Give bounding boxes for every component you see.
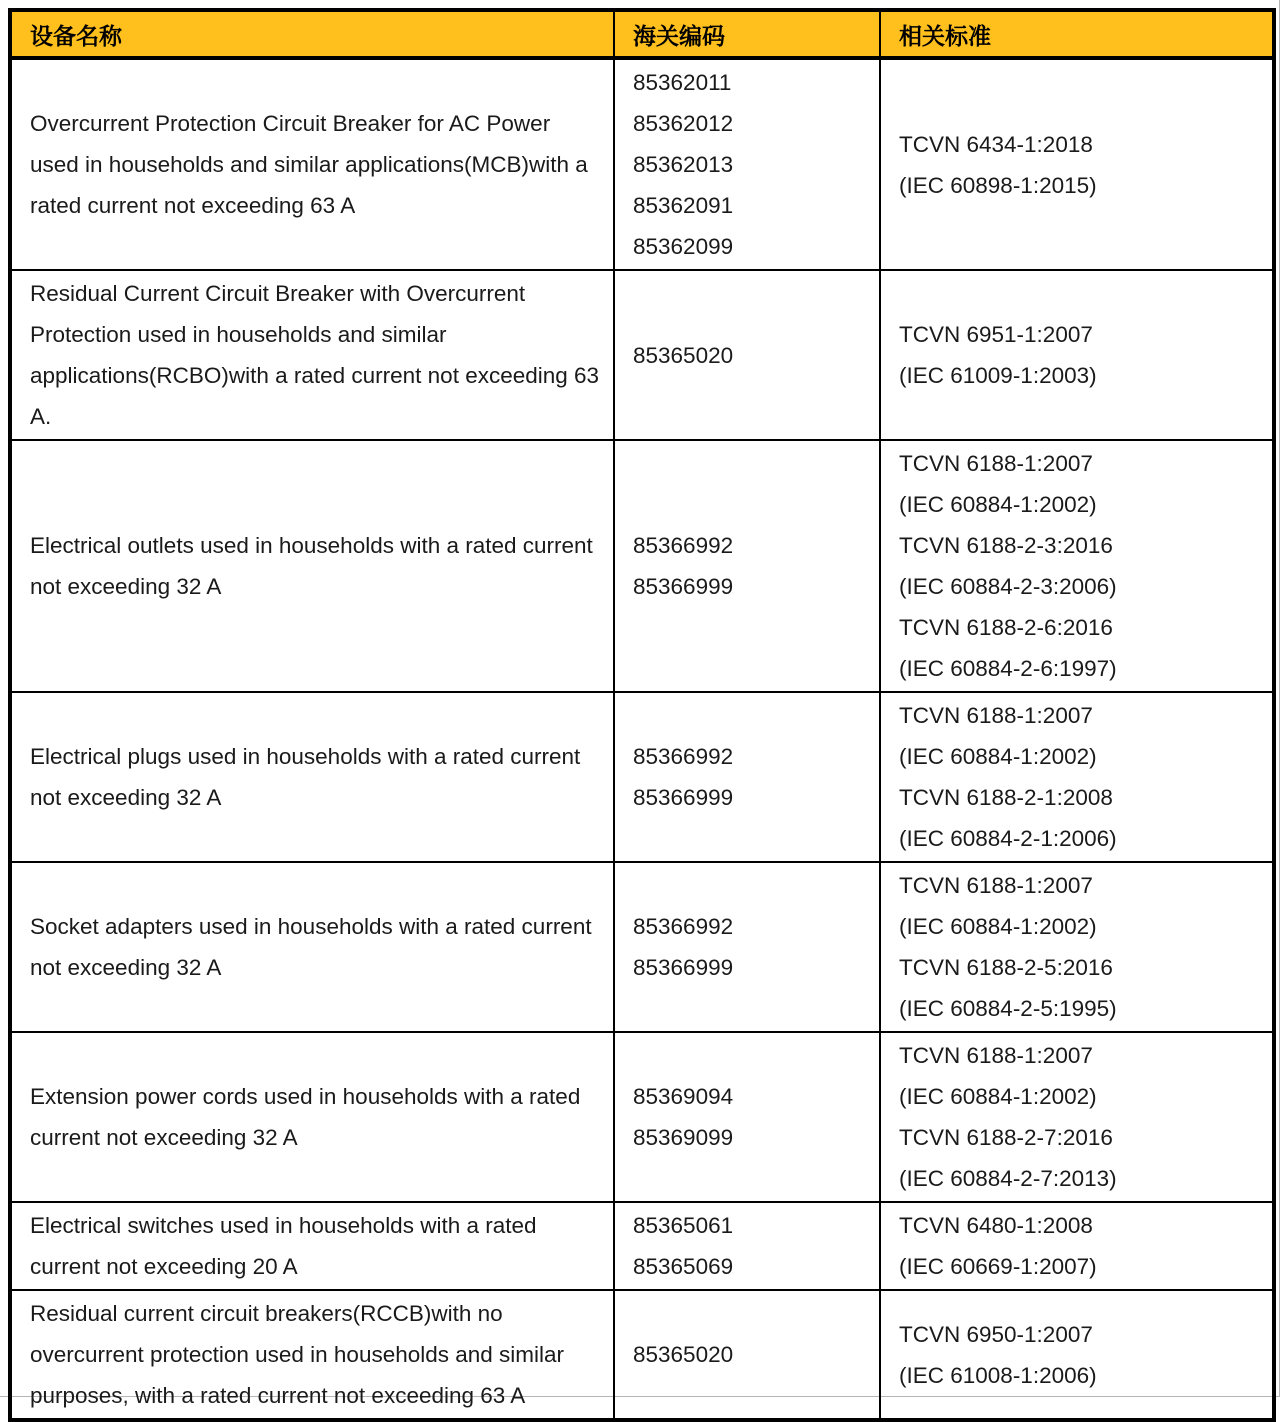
- standard-line: (IEC 60669-1:2007): [899, 1254, 1097, 1279]
- table-body: [10, 58, 1274, 1420]
- standard-line: (IEC 60898-1:2015): [899, 172, 1097, 198]
- standard-line: (IEC 60884-2-7:2013): [899, 1166, 1117, 1191]
- customs-code-line: 85366992: [633, 533, 734, 558]
- table-row: [10, 862, 1274, 1032]
- customs-code-line: 85366999: [633, 574, 734, 599]
- customs-codes-cell: [614, 440, 880, 692]
- customs-code-line: 85362099: [633, 234, 734, 259]
- column-header-customs-code: 海关编码: [614, 10, 880, 58]
- standard-line: TCVN 6434-1:2018: [899, 131, 1093, 157]
- table-row: [10, 440, 1274, 692]
- customs-code-line: 85366999: [633, 785, 734, 810]
- standard-line: (IEC 60884-2-1:2006): [899, 826, 1117, 851]
- customs-code-line: 85366992: [633, 744, 734, 769]
- standard-line: TCVN 6480-1:2008: [899, 1213, 1093, 1238]
- standards-cell: [880, 1290, 1274, 1420]
- table-row: [10, 1032, 1274, 1202]
- equipment-name-cell: Residual current circuit breakers(RCCB)with no overcurrent protection used in households and similar purposes, with a rated current not exceeding 63 A: [10, 1290, 614, 1420]
- customs-codes-cell: [614, 1202, 880, 1290]
- customs-codes-cell: [614, 862, 880, 1032]
- standard-line: (IEC 60884-1:2002): [899, 914, 1097, 939]
- table-row: [10, 270, 1274, 440]
- customs-code-line: 85365061: [633, 1213, 734, 1238]
- column-header-equipment-name: 设备名称: [10, 10, 614, 58]
- equipment-name-cell: Overcurrent Protection Circuit Breaker for AC Power used in households and similar applications(MCB)with a rated current not exceeding 63 A: [10, 58, 614, 270]
- customs-code-line: 85365069: [633, 1254, 734, 1279]
- customs-code-line: 85365020: [633, 342, 734, 368]
- standards-cell: [880, 1032, 1274, 1202]
- table-header: [10, 10, 1274, 58]
- equipment-name-cell: Electrical plugs used in households with a rated current not exceeding 32 A: [10, 692, 614, 862]
- equipment-name-cell: Electrical switches used in households with a rated current not exceeding 20 A: [10, 1202, 614, 1290]
- customs-code-line: 85369094: [633, 1084, 734, 1109]
- equipment-name-cell: Socket adapters used in households with a rated current not exceeding 32 A: [10, 862, 614, 1032]
- customs-code-line: 85369099: [633, 1125, 734, 1150]
- column-header-related-standard: 相关标准: [880, 10, 1274, 58]
- standard-line: (IEC 60884-1:2002): [899, 1084, 1097, 1109]
- customs-code-line: 85365020: [633, 1342, 734, 1367]
- customs-code-line: 85362012: [633, 111, 734, 136]
- standards-cell: [880, 58, 1274, 270]
- standard-line: TCVN 6188-1:2007: [899, 703, 1093, 728]
- standards-cell: [880, 270, 1274, 440]
- standard-line: (IEC 60884-2-3:2006): [899, 574, 1117, 599]
- standard-line: (IEC 61008-1:2006): [899, 1362, 1097, 1388]
- standard-line: TCVN 6188-2-7:2016: [899, 1125, 1113, 1150]
- equipment-name-cell: Extension power cords used in households with a rated current not exceeding 32 A: [10, 1032, 614, 1202]
- standard-line: (IEC 60884-1:2002): [899, 492, 1097, 517]
- standards-cell: [880, 692, 1274, 862]
- customs-codes-cell: [614, 1032, 880, 1202]
- table-row: [10, 692, 1274, 862]
- standard-line: TCVN 6188-1:2007: [899, 451, 1093, 476]
- equipment-name-cell: Electrical outlets used in households with a rated current not exceeding 32 A: [10, 440, 614, 692]
- equipment-name-cell: Residual Current Circuit Breaker with Overcurrent Protection used in households and similar applications(RCBO)with a rated current not exceeding 63 A.: [10, 270, 614, 440]
- standard-line: (IEC 61009-1:2003): [899, 363, 1097, 388]
- standard-line: (IEC 60884-1:2002): [899, 744, 1097, 769]
- customs-code-line: 85362091: [633, 193, 734, 218]
- standards-cell: [880, 1202, 1274, 1290]
- customs-code-line: 85362011: [633, 70, 732, 95]
- customs-codes-cell: [614, 1290, 880, 1420]
- customs-code-line: 85362013: [633, 152, 734, 177]
- standards-cell: [880, 440, 1274, 692]
- equipment-standards-table: [8, 8, 1276, 1422]
- table-row: [10, 58, 1274, 270]
- standards-cell: [880, 862, 1274, 1032]
- table-row: [10, 1290, 1274, 1420]
- standard-line: TCVN 6188-1:2007: [899, 873, 1093, 898]
- customs-codes-cell: [614, 270, 880, 440]
- standard-line: TCVN 6188-2-1:2008: [899, 785, 1113, 810]
- header-row: [10, 10, 1274, 58]
- customs-codes-cell: [614, 58, 880, 270]
- table-row: [10, 1202, 1274, 1290]
- standard-line: TCVN 6188-2-5:2016: [899, 955, 1113, 980]
- customs-code-line: 85366999: [633, 955, 734, 980]
- standard-line: (IEC 60884-2-5:1995): [899, 996, 1117, 1021]
- standard-line: TCVN 6188-1:2007: [899, 1043, 1093, 1068]
- customs-codes-cell: [614, 692, 880, 862]
- standard-line: TCVN 6951-1:2007: [899, 322, 1093, 347]
- customs-code-line: 85366992: [633, 914, 734, 939]
- standard-line: (IEC 60884-2-6:1997): [899, 656, 1117, 681]
- standard-line: TCVN 6188-2-6:2016: [899, 615, 1113, 640]
- standard-line: TCVN 6188-2-3:2016: [899, 533, 1113, 558]
- standard-line: TCVN 6950-1:2007: [899, 1321, 1093, 1347]
